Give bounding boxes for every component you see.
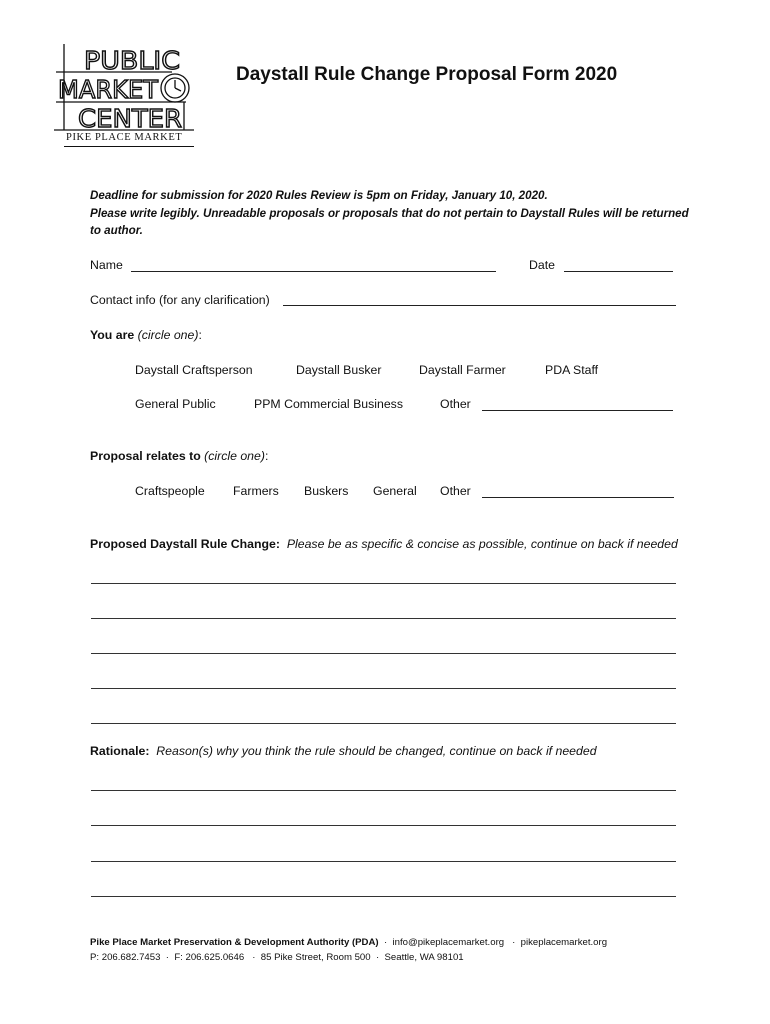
- contact-field[interactable]: [283, 305, 676, 306]
- rationale-line-2[interactable]: [91, 825, 676, 826]
- proposal-line-2[interactable]: [91, 618, 676, 619]
- rationale-line-4[interactable]: [91, 896, 676, 897]
- other-you-are-field[interactable]: [482, 410, 673, 411]
- date-label: Date: [529, 258, 555, 272]
- relates-hint: (circle one): [204, 449, 265, 463]
- proposal-label: Proposed Daystall Rule Change:: [90, 537, 280, 551]
- footer-fax: F: 206.625.0646: [174, 952, 245, 963]
- name-label: Name: [90, 258, 123, 272]
- footer-address: 85 Pike Street, Room 500: [260, 952, 371, 963]
- logo-underline: [64, 146, 194, 147]
- footer-sep: ·: [512, 937, 516, 948]
- proposal-line-4[interactable]: [91, 688, 676, 689]
- option-other-you-are[interactable]: Other: [440, 397, 471, 411]
- proposal-line-3[interactable]: [91, 653, 676, 654]
- footer-sep: ·: [165, 952, 169, 963]
- option-pda-staff[interactable]: PDA Staff: [545, 363, 599, 377]
- date-field[interactable]: [564, 271, 673, 272]
- rationale-label: Rationale:: [90, 744, 150, 758]
- deadline-text: Deadline for submission for 2020 Rules Review is 5pm on Friday, January 10, 2020.: [90, 189, 548, 202]
- option-ppm-commercial-business[interactable]: PPM Commercial Business: [254, 397, 403, 411]
- relates-heading: [90, 449, 268, 463]
- footer-phone: P: 206.682.7453: [90, 952, 161, 963]
- contact-label: Contact info (for any clarification): [90, 293, 270, 307]
- logo-word-public: PUBLIC: [84, 46, 180, 75]
- you-are-label: You are: [90, 328, 135, 342]
- you-are-hint: (circle one): [137, 328, 199, 342]
- rationale-heading: [90, 744, 597, 758]
- option-other-relates[interactable]: Other: [440, 484, 471, 498]
- proposal-line-5[interactable]: [91, 723, 676, 724]
- footer-line-2: [90, 950, 607, 965]
- footer-sep: ·: [252, 952, 256, 963]
- relates-label: Proposal relates to: [90, 449, 201, 463]
- footer-org: Pike Place Market Preservation & Development Authority (PDA): [90, 937, 379, 948]
- rationale-line-1[interactable]: [91, 790, 676, 791]
- legibility-text: Please write legibly. Unreadable proposals or proposals that do not pertain to Daystall Rules will be returned to author.: [90, 206, 689, 237]
- page-title: Daystall Rule Change Proposal Form 2020: [236, 64, 618, 85]
- option-farmers[interactable]: Farmers: [233, 484, 279, 498]
- logo-word-center: CENTER: [78, 104, 182, 133]
- option-general-public[interactable]: General Public: [135, 397, 216, 411]
- option-daystall-farmer[interactable]: Daystall Farmer: [419, 363, 506, 377]
- option-buskers[interactable]: Buskers: [304, 484, 349, 498]
- proposal-heading: [90, 537, 678, 551]
- you-are-heading: [90, 328, 202, 342]
- proposal-hint: Please be as specific & concise as possible, continue on back if needed: [286, 537, 678, 551]
- footer-city: Seattle, WA 98101: [384, 952, 464, 963]
- name-field[interactable]: [131, 271, 496, 272]
- footer: [90, 935, 607, 965]
- option-craftspeople[interactable]: Craftspeople: [135, 484, 205, 498]
- logo-subtitle: PIKE PLACE MARKET: [66, 132, 183, 143]
- logo-word-market: MARKET: [58, 75, 159, 104]
- proposal-line-1[interactable]: [91, 583, 676, 584]
- other-relates-field[interactable]: [482, 497, 674, 498]
- option-daystall-busker[interactable]: Daystall Busker: [296, 363, 382, 377]
- footer-sep: ·: [375, 952, 380, 963]
- rationale-hint: Reason(s) why you think the rule should be changed, continue on back if needed: [156, 744, 597, 758]
- option-general[interactable]: General: [373, 484, 417, 498]
- footer-email[interactable]: info@pikeplacemarket.org: [392, 937, 505, 948]
- option-daystall-craftsperson[interactable]: Daystall Craftsperson: [135, 363, 253, 377]
- you-are-colon: :: [198, 328, 202, 342]
- footer-website[interactable]: pikeplacemarket.org: [520, 937, 608, 948]
- footer-line-1: [90, 935, 607, 950]
- footer-sep: ·: [383, 937, 388, 948]
- rationale-line-3[interactable]: [91, 861, 676, 862]
- instructions: [90, 187, 690, 240]
- pike-place-market-logo: [54, 44, 196, 150]
- relates-colon: :: [264, 449, 269, 463]
